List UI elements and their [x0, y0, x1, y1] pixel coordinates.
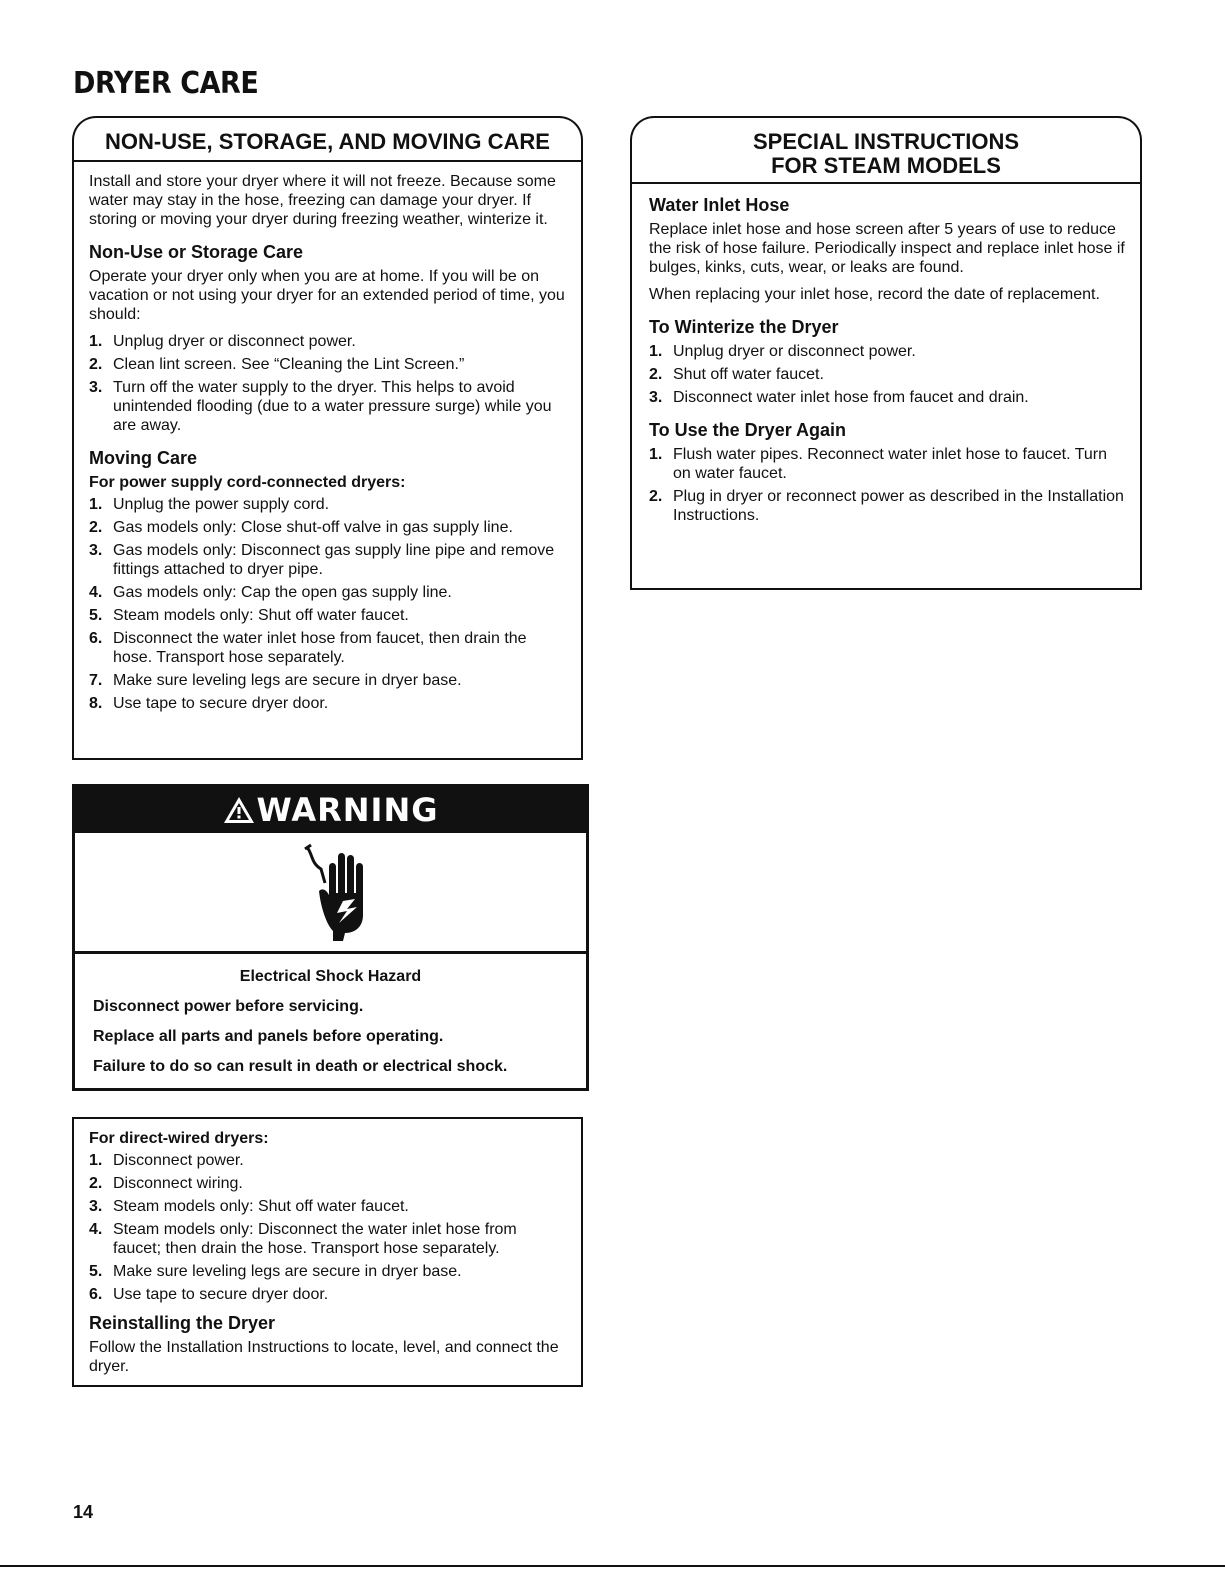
- warning-line: Failure to do so can result in death or electrical shock.: [93, 1058, 508, 1075]
- list-item: [649, 342, 1125, 361]
- list-item: [89, 1197, 566, 1216]
- list-item: [89, 355, 566, 374]
- reinstall-text: Follow the Installation Instructions to locate, level, and connect the dryer.: [89, 1339, 559, 1375]
- step-text: Disconnect wiring.: [113, 1175, 243, 1192]
- list-item: [649, 388, 1125, 407]
- step-number: 1.: [89, 496, 103, 513]
- inlet-hose-heading: Water Inlet Hose: [649, 195, 790, 215]
- non-use-panel: [72, 160, 583, 760]
- direct-wired-panel: [72, 1117, 583, 1387]
- list-item: [89, 378, 566, 435]
- step-number: 4.: [89, 1221, 103, 1238]
- step-number: 1.: [89, 1152, 103, 1169]
- direct-wired-steps: [89, 1151, 566, 1304]
- step-number: 1.: [649, 343, 663, 360]
- steam-heading-line1: SPECIAL INSTRUCTIONS: [752, 129, 1020, 154]
- step-number: 2.: [89, 519, 103, 536]
- step-text: Make sure leveling legs are secure in dryer base.: [113, 1263, 462, 1280]
- step-text: Steam models only: Shut off water faucet.: [113, 607, 409, 624]
- inlet-hose-text: Replace inlet hose and hose screen after 5 years of use to reduce the risk of hose failure. Periodically inspect and replace inlet hose if bulges, kinks, cuts, wear, or leaks are found.: [649, 221, 1125, 276]
- list-item: [89, 1220, 566, 1258]
- step-text: Disconnect water inlet hose from faucet and drain.: [673, 389, 1029, 406]
- warning-icon-area: [75, 833, 586, 954]
- list-item: [89, 629, 566, 667]
- step-text: Shut off water faucet.: [673, 366, 824, 383]
- reinstall-heading: Reinstalling the Dryer: [89, 1313, 276, 1333]
- step-number: 2.: [89, 356, 103, 373]
- step-text: Steam models only: Shut off water faucet.: [113, 1198, 409, 1215]
- step-number: 2.: [89, 1175, 103, 1192]
- list-item: [649, 365, 1125, 384]
- list-item: [89, 671, 566, 690]
- warning-box: [72, 784, 589, 1091]
- storage-heading: Non-Use or Storage Care: [89, 242, 304, 262]
- warning-triangle-icon: [223, 796, 255, 824]
- step-text: Unplug dryer or disconnect power.: [113, 333, 356, 350]
- use-again-heading: To Use the Dryer Again: [649, 420, 847, 440]
- winterize-heading: To Winterize the Dryer: [649, 317, 839, 337]
- step-number: 2.: [649, 366, 663, 383]
- list-item: [89, 541, 566, 579]
- storage-steps: [89, 332, 566, 435]
- list-item: [89, 1174, 566, 1193]
- non-use-heading: NON-USE, STORAGE, AND MOVING CARE: [105, 129, 550, 154]
- list-item: [649, 487, 1125, 525]
- warning-line: Replace all parts and panels before operating.: [93, 1028, 444, 1045]
- warning-line: Disconnect power before servicing.: [93, 998, 364, 1015]
- hazard-name: Electrical Shock Hazard: [239, 968, 422, 985]
- list-item: [89, 518, 566, 537]
- warning-banner: [75, 787, 586, 833]
- step-number: 6.: [89, 1286, 103, 1303]
- list-item: [89, 694, 566, 713]
- direct-wired-heading: For direct-wired dryers:: [89, 1130, 269, 1147]
- list-item: [89, 1285, 566, 1304]
- electrical-shock-hand-icon: [303, 843, 383, 943]
- step-number: 1.: [89, 333, 103, 350]
- step-text: Disconnect power.: [113, 1152, 244, 1169]
- step-text: Gas models only: Disconnect gas supply line pipe and remove fittings attached to dryer pipe.: [113, 542, 555, 578]
- step-text: Plug in dryer or reconnect power as described in the Installation Instructions.: [673, 488, 1124, 524]
- bottom-rule: [0, 1565, 1225, 1567]
- moving-steps: [89, 495, 566, 713]
- use-again-steps: [649, 445, 1125, 525]
- non-use-intro: Install and store your dryer where it will not freeze. Because some water may stay in the hose, freezing can damage your dryer. If storing or moving your dryer during freezing weather, winterize it.: [89, 173, 556, 228]
- moving-heading: Moving Care: [89, 448, 198, 468]
- list-item: [89, 583, 566, 602]
- step-text: Make sure leveling legs are secure in dryer base.: [113, 672, 462, 689]
- steam-tab: [630, 116, 1142, 184]
- inlet-hose-record-text: When replacing your inlet hose, record the date of replacement.: [649, 286, 1100, 303]
- step-text: Gas models only: Cap the open gas supply line.: [113, 584, 452, 601]
- step-number: 1.: [649, 446, 663, 463]
- step-text: Unplug the power supply cord.: [113, 496, 330, 513]
- steam-heading-line2: FOR STEAM MODELS: [771, 153, 1001, 178]
- steam-panel: [630, 182, 1142, 590]
- step-number: 4.: [89, 584, 103, 601]
- page-title: DRYER CARE: [73, 66, 259, 101]
- warning-text: [75, 954, 586, 1076]
- winterize-steps: [649, 342, 1125, 407]
- step-text: Clean lint screen. See “Cleaning the Lint Screen.”: [113, 356, 465, 373]
- step-number: 2.: [649, 488, 663, 505]
- warning-title: WARNING: [256, 791, 439, 829]
- list-item: [89, 606, 566, 625]
- step-text: Unplug dryer or disconnect power.: [673, 343, 916, 360]
- non-use-tab: [72, 116, 583, 162]
- page-number: 14: [73, 1502, 94, 1522]
- step-text: Gas models only: Close shut-off valve in gas supply line.: [113, 519, 513, 536]
- step-text: Steam models only: Disconnect the water inlet hose from faucet; then drain the hose. Transport hose separately.: [113, 1221, 517, 1257]
- step-number: 6.: [89, 630, 103, 647]
- list-item: [89, 495, 566, 514]
- step-text: Flush water pipes. Reconnect water inlet hose to faucet. Turn on water faucet.: [673, 446, 1108, 482]
- step-text: Use tape to secure dryer door.: [113, 695, 329, 712]
- step-number: 3.: [89, 542, 103, 559]
- step-number: 3.: [89, 379, 103, 396]
- step-text: Turn off the water supply to the dryer. This helps to avoid unintended flooding (due to a water pressure surge) while you are away.: [113, 379, 552, 434]
- step-number: 3.: [649, 389, 663, 406]
- list-item: [89, 332, 566, 351]
- list-item: [89, 1151, 566, 1170]
- step-text: Use tape to secure dryer door.: [113, 1286, 329, 1303]
- list-item: [649, 445, 1125, 483]
- step-number: 7.: [89, 672, 103, 689]
- step-number: 5.: [89, 607, 103, 624]
- step-number: 8.: [89, 695, 103, 712]
- storage-intro: Operate your dryer only when you are at home. If you will be on vacation or not using your dryer for an extended period of time, you should:: [89, 268, 565, 323]
- step-number: 5.: [89, 1263, 103, 1280]
- moving-subheading: For power supply cord-connected dryers:: [89, 474, 406, 491]
- step-number: 3.: [89, 1198, 103, 1215]
- list-item: [89, 1262, 566, 1281]
- step-text: Disconnect the water inlet hose from faucet, then drain the hose. Transport hose separately.: [113, 630, 527, 666]
